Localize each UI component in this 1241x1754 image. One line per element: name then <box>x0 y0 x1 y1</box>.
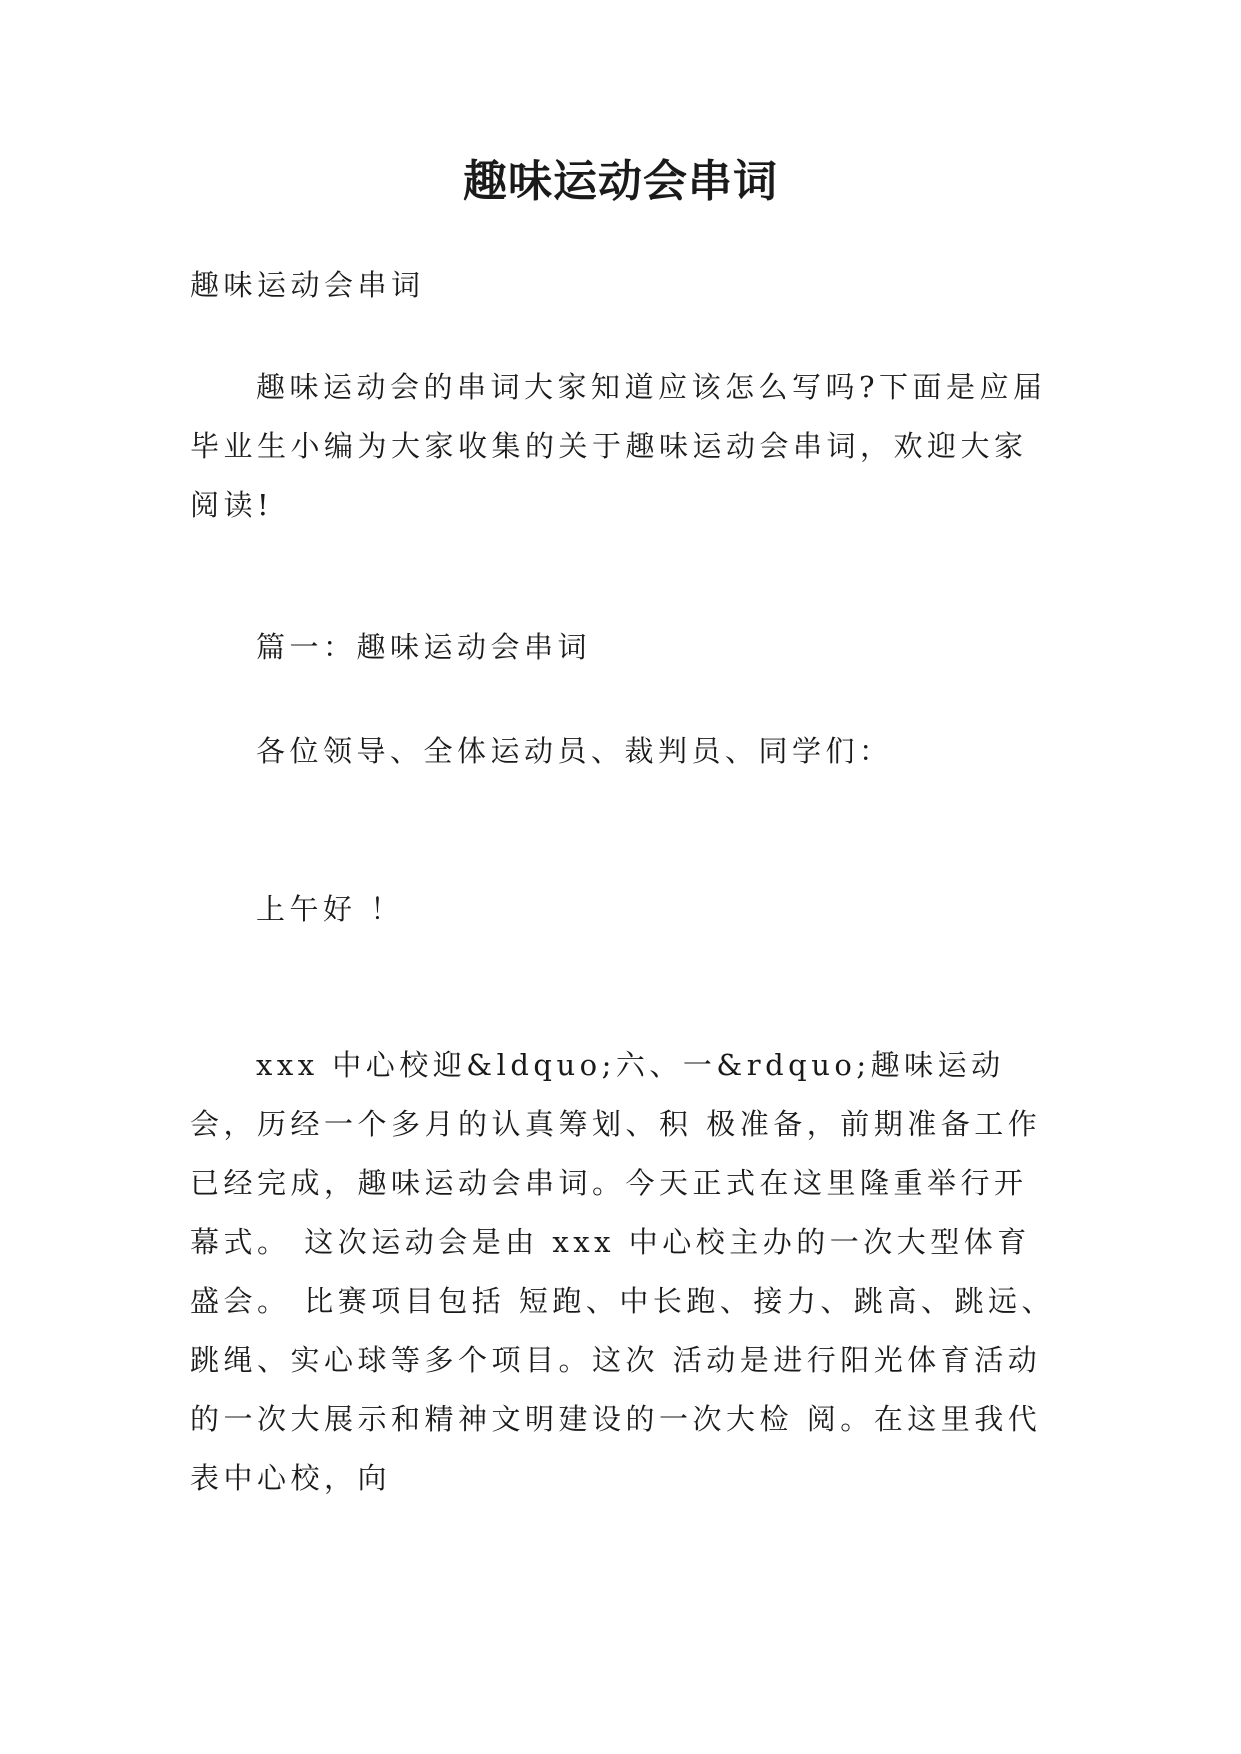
document-subtitle: 趣味运动会串词 <box>190 268 425 302</box>
body-paragraph: xxx 中心校迎&ldquo;六、一&rdquo;趣味运动会，历经一个多月的认真筹划、积 极准备，前期准备工作已经完成，趣味运动会串词。今天正式在这里隆重举行开幕式。 这次运动会是由 xxx 中心校主办的一次大型体育盛会。 比赛项目包括 短跑、中长跑、接力、跳高、跳远、跳绳、实心球等多个项目。这次 活动是进行阳光体育活动的一次大展示和精神文明建设的一次大检 阅。在这里我代表中心校，向 <box>190 1048 1055 1495</box>
salutation-line: 上午好 ！ <box>256 892 404 926</box>
section-heading: 篇一：趣味运动会串词 <box>256 630 592 664</box>
greeting-line: 各位领导、全体运动员、裁判员、同学们： <box>256 734 893 768</box>
document-title: 趣味运动会串词 <box>463 156 778 207</box>
intro-paragraph: 趣味运动会的串词大家知道应该怎么写吗?下面是应届毕业生小编为大家收集的关于趣味运动会串词，欢迎大家阅读! <box>190 370 1047 522</box>
